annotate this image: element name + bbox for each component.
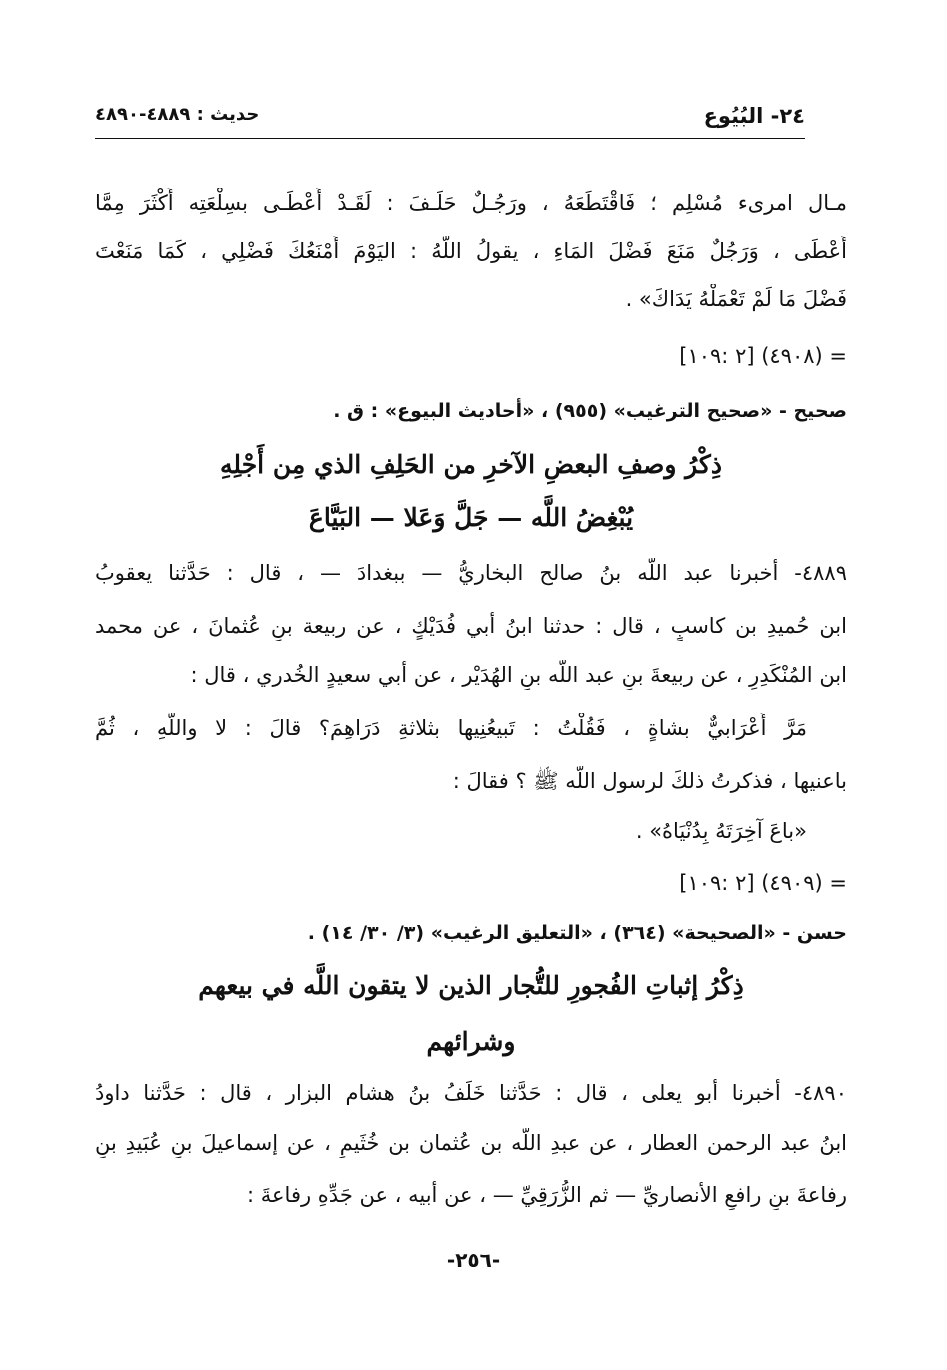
page-header: [95, 96, 805, 139]
text-line: مَرَّ أَعْرَابيٌّ بشاةٍ ، فَقُلْتُ : تَبيعُنِيها بثلاثةِ دَرَاهِمَ؟ قالَ : لا واللَّهِ ، ثُمَّ: [95, 716, 807, 740]
hadith-reference: = (٤٩٠٩) [٢ :١٠٩]: [679, 871, 847, 895]
hadith-grading: صحيح - «صحيح الترغيب» (٩٥٥) ، «أحاديث البيوع» : ق .: [333, 400, 847, 422]
text-line: فَضْلَ مَا لَمْ تَعْمَلْهُ يَدَاكَ» .: [625, 287, 847, 311]
text-line: باعنيها ، فذكرتُ ذلكَ لرسول اللَّه ﷺ ؟ فقالَ :: [452, 769, 847, 793]
chapter-title: ٢٤- البُيُوع: [703, 104, 805, 128]
text-line: مـال امرىء مُسْلِم ؛ فَاقْتَطَعَهُ ، ورَجُـلٌ حَلَـفَ : لَقَـدْ أَعْطَـى بسِلْعَتِه أَكْثَرَ مِمَّا: [95, 191, 847, 215]
text-line: ٤٨٩٠- أخبرنا أبو يعلى ، قال : حَدَّثنا خَلَفُ بنُ هشام البزار ، قال : حَدَّثنا داودُ: [95, 1081, 847, 1105]
hadith-grading: حسن - «الصحيحة» (٣٦٤) ، «التعليق الرغيب» (٣/ ٣٠/ ١٤) .: [307, 922, 847, 944]
section-title: ذِكْرُ إثباتِ الفُجورِ للتُّجار الذين لا يتقون اللَّه في بيعهم: [198, 971, 744, 1000]
text-line: رفاعةَ بنِ رافعٍ الأنصاريِّ — ثم الزُّرَقِيِّ — ، عن أبيه ، عن جَدِّهِ رفاعةَ :: [247, 1183, 847, 1207]
section-title: ذِكْرُ وصفِ البعضِ الآخرِ من الحَلِفِ الذي مِن أَجْلِهِ: [220, 450, 722, 479]
page-number: -٢٥٦-: [446, 1248, 501, 1272]
prophetic-saying: «باعَ آخِرَتَهُ بِدُنْيَاهُ» .: [635, 819, 807, 843]
text-line: ابنُ عبد الرحمن العطار ، عن عبدِ اللَّه بن عُثمان بن خُثَيمٍ ، عن إسماعيلَ بنِ عُبَيدِ بنِ: [95, 1131, 847, 1155]
section-title: وشرائهم: [426, 1027, 516, 1056]
text-line: ابن المُنْكَدِرِ ، عن ربيعةَ بنِ عبد اللَّه بنِ الهُدَيْر ، عن أبي سعيدٍ الخُدري ، قال :: [190, 663, 847, 687]
section-title: يُبْغِضُ اللَّه — جَلَّ وَعَلا — البَيَّاعَ: [308, 503, 634, 532]
hadith-range: حديث : ٤٨٨٩-٤٨٩٠: [95, 104, 260, 125]
text-line: ٤٨٨٩- أخبرنا عبد اللَّه بنُ صالح البخاريُّ — ببغدادَ — ، قال : حَدَّثنا يعقوبُ: [95, 561, 847, 585]
text-line: أَعْطَى ، وَرَجُلٌ مَنَعَ فَضْلَ المَاءِ ، يقولُ اللَّهُ : اليَوْمَ أَمْنَعُكَ فَضْلِي ، كَمَا مَنَعْتَ: [95, 239, 847, 263]
hadith-reference: = (٤٩٠٨) [٢ :١٠٩]: [679, 344, 847, 368]
text-line: ابن حُميدِ بن كاسبٍ ، قال : حدثنا ابنُ أبي فُدَيْكٍ ، عن ربيعة بنِ عُثمانَ ، عن محمد: [95, 614, 847, 638]
